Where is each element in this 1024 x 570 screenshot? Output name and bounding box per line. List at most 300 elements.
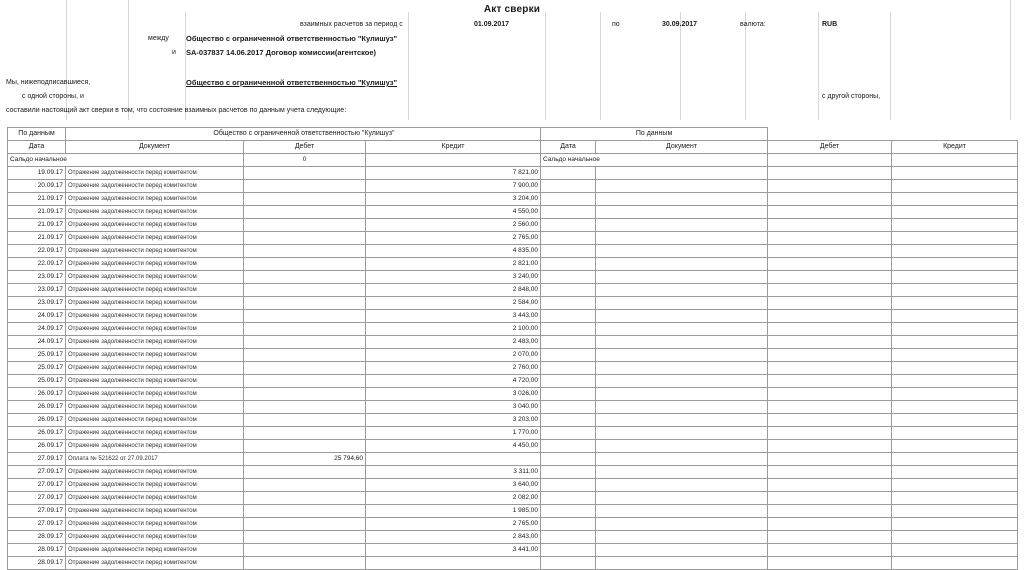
cell-debit bbox=[244, 323, 366, 336]
cell-credit: 4 720,00 bbox=[366, 375, 541, 388]
cell-document: Отражение задолженности перед комитентом bbox=[66, 440, 244, 453]
cell-date-right bbox=[541, 323, 596, 336]
cell-credit-right bbox=[892, 557, 1018, 570]
cell-debit bbox=[244, 388, 366, 401]
cell-document: Отражение задолженности перед комитентом bbox=[66, 206, 244, 219]
cell-document: Отражение задолженности перед комитентом bbox=[66, 388, 244, 401]
band-left-party: Общество с ограниченной ответственностью "Кулишуз" bbox=[66, 128, 541, 141]
cell-debit-right bbox=[768, 518, 892, 531]
table-row[interactable] bbox=[8, 544, 1018, 557]
cell-debit bbox=[244, 375, 366, 388]
opening-debit-right bbox=[768, 154, 892, 167]
table-row[interactable] bbox=[8, 557, 1018, 570]
table-row[interactable] bbox=[8, 219, 1018, 232]
cell-date-right bbox=[541, 479, 596, 492]
cell-credit: 4 450,00 bbox=[366, 440, 541, 453]
cell-credit: 3 203,00 bbox=[366, 414, 541, 427]
table-row[interactable] bbox=[8, 258, 1018, 271]
cell-document: Отражение задолженности перед комитентом bbox=[66, 479, 244, 492]
cell-debit-right bbox=[768, 258, 892, 271]
undersigned-label: Мы, нижеподписавшиеся, bbox=[6, 79, 91, 86]
cell-date: 24.09.17 bbox=[8, 310, 66, 323]
cell-document-right bbox=[596, 297, 768, 310]
cell-credit: 3 311,00 bbox=[366, 466, 541, 479]
cell-date: 23.09.17 bbox=[8, 284, 66, 297]
cell-date: 19.09.17 bbox=[8, 167, 66, 180]
cell-document: Отражение задолженности перед комитентом bbox=[66, 401, 244, 414]
cell-date-right bbox=[541, 492, 596, 505]
cell-date-right bbox=[541, 193, 596, 206]
cell-date: 22.09.17 bbox=[8, 258, 66, 271]
cell-credit: 3 240,00 bbox=[366, 271, 541, 284]
cell-credit bbox=[366, 453, 541, 466]
cell-credit: 3 640,00 bbox=[366, 479, 541, 492]
cell-date: 26.09.17 bbox=[8, 414, 66, 427]
period-to-label: по bbox=[612, 21, 620, 28]
cell-document: Отражение задолженности перед комитентом bbox=[66, 531, 244, 544]
col-right-credit: Кредит bbox=[892, 141, 1018, 154]
cell-date: 25.09.17 bbox=[8, 349, 66, 362]
cell-document-right bbox=[596, 375, 768, 388]
statement-label: составили настоящий акт сверки в том, что состояние взаимных расчетов по данным учета следующие: bbox=[6, 107, 347, 114]
opening-balance-row bbox=[8, 154, 1018, 167]
cell-debit bbox=[244, 505, 366, 518]
table-row[interactable] bbox=[8, 232, 1018, 245]
cell-credit: 2 821,00 bbox=[366, 258, 541, 271]
cell-debit bbox=[244, 297, 366, 310]
cell-credit-right bbox=[892, 167, 1018, 180]
cell-debit-right bbox=[768, 206, 892, 219]
cell-credit-right bbox=[892, 310, 1018, 323]
cell-date: 26.09.17 bbox=[8, 427, 66, 440]
cell-document: Отражение задолженности перед комитентом bbox=[66, 466, 244, 479]
cell-document: Отражение задолженности перед комитентом bbox=[66, 557, 244, 570]
cell-document: Отражение задолженности перед комитентом bbox=[66, 323, 244, 336]
cell-date-right bbox=[541, 206, 596, 219]
cell-debit bbox=[244, 206, 366, 219]
table-column-header bbox=[8, 141, 1018, 154]
cell-credit: 4 835,00 bbox=[366, 245, 541, 258]
cell-debit bbox=[244, 310, 366, 323]
cell-debit-right bbox=[768, 479, 892, 492]
cell-debit bbox=[244, 284, 366, 297]
cell-debit bbox=[244, 245, 366, 258]
cell-credit: 2 082,00 bbox=[366, 492, 541, 505]
cell-document-right bbox=[596, 479, 768, 492]
table-row[interactable] bbox=[8, 427, 1018, 440]
cell-date: 26.09.17 bbox=[8, 440, 66, 453]
col-left-credit: Кредит bbox=[366, 141, 541, 154]
cell-debit-right bbox=[768, 362, 892, 375]
cell-document: Отражение задолженности перед комитентом bbox=[66, 193, 244, 206]
cell-credit: 1 985,00 bbox=[366, 505, 541, 518]
cell-date-right bbox=[541, 349, 596, 362]
cell-debit bbox=[244, 414, 366, 427]
cell-document-right bbox=[596, 245, 768, 258]
cell-document: Отражение задолженности перед комитентом bbox=[66, 427, 244, 440]
cell-debit-right bbox=[768, 544, 892, 557]
cell-document: Отражение задолженности перед комитентом bbox=[66, 492, 244, 505]
cell-debit-right bbox=[768, 375, 892, 388]
table-row[interactable] bbox=[8, 453, 1018, 466]
cell-credit-right bbox=[892, 232, 1018, 245]
cell-debit-right bbox=[768, 531, 892, 544]
document-header bbox=[0, 0, 1024, 127]
cell-date-right bbox=[541, 167, 596, 180]
cell-date-right bbox=[541, 258, 596, 271]
cell-credit-right bbox=[892, 245, 1018, 258]
cell-date-right bbox=[541, 180, 596, 193]
cell-credit-right bbox=[892, 362, 1018, 375]
table-row[interactable] bbox=[8, 323, 1018, 336]
cell-date: 25.09.17 bbox=[8, 375, 66, 388]
cell-credit-right bbox=[892, 414, 1018, 427]
period-from-value: 01.09.2017 bbox=[474, 21, 510, 28]
cell-date: 21.09.17 bbox=[8, 206, 66, 219]
cell-credit: 2 560,00 bbox=[366, 219, 541, 232]
cell-debit bbox=[244, 336, 366, 349]
cell-credit-right bbox=[892, 180, 1018, 193]
cell-document-right bbox=[596, 466, 768, 479]
cell-date-right bbox=[541, 414, 596, 427]
table-row[interactable] bbox=[8, 440, 1018, 453]
table-row[interactable] bbox=[8, 167, 1018, 180]
band-spacer-credit bbox=[892, 128, 1018, 141]
table-row[interactable] bbox=[8, 349, 1018, 362]
between-party: Общество с ограниченной ответственностью "Кулишуз" bbox=[186, 34, 398, 43]
cell-debit-right bbox=[768, 323, 892, 336]
cell-date-right bbox=[541, 427, 596, 440]
cell-credit-right bbox=[892, 193, 1018, 206]
cell-date-right bbox=[541, 453, 596, 466]
cell-debit bbox=[244, 271, 366, 284]
table-body bbox=[8, 167, 1018, 570]
table-row[interactable] bbox=[8, 271, 1018, 284]
cell-document: Отражение задолженности перед комитентом bbox=[66, 271, 244, 284]
col-right-document: Документ bbox=[596, 141, 768, 154]
table-row[interactable] bbox=[8, 518, 1018, 531]
cell-credit: 7 821,00 bbox=[366, 167, 541, 180]
opening-label-right: Сальдо начальное bbox=[541, 154, 768, 167]
cell-document: Отражение задолженности перед комитентом bbox=[66, 375, 244, 388]
cell-date: 22.09.17 bbox=[8, 245, 66, 258]
cell-credit-right bbox=[892, 453, 1018, 466]
cell-document-right bbox=[596, 557, 768, 570]
cell-debit bbox=[244, 492, 366, 505]
cell-document-right bbox=[596, 453, 768, 466]
cell-debit bbox=[244, 479, 366, 492]
cell-debit bbox=[244, 557, 366, 570]
cell-date: 28.09.17 bbox=[8, 544, 66, 557]
cell-document-right bbox=[596, 336, 768, 349]
cell-debit bbox=[244, 193, 366, 206]
cell-document: Отражение задолженности перед комитентом bbox=[66, 349, 244, 362]
cell-debit-right bbox=[768, 271, 892, 284]
cell-date-right bbox=[541, 245, 596, 258]
undersigned-party: Общество с ограниченной ответственностью "Кулишуз" bbox=[186, 78, 398, 87]
cell-document-right bbox=[596, 180, 768, 193]
cell-document: Отражение задолженности перед комитентом bbox=[66, 336, 244, 349]
cell-credit-right bbox=[892, 466, 1018, 479]
table-row[interactable] bbox=[8, 466, 1018, 479]
cell-credit: 3 040,00 bbox=[366, 401, 541, 414]
cell-document-right bbox=[596, 414, 768, 427]
cell-document-right bbox=[596, 362, 768, 375]
cell-credit-right bbox=[892, 492, 1018, 505]
cell-credit-right bbox=[892, 544, 1018, 557]
cell-date-right bbox=[541, 336, 596, 349]
cell-document: Отражение задолженности перед комитентом bbox=[66, 518, 244, 531]
cell-debit-right bbox=[768, 193, 892, 206]
cell-document-right bbox=[596, 492, 768, 505]
cell-document-right bbox=[596, 232, 768, 245]
cell-document: Отражение задолженности перед комитентом bbox=[66, 414, 244, 427]
cell-date-right bbox=[541, 505, 596, 518]
cell-document-right bbox=[596, 219, 768, 232]
cell-debit bbox=[244, 440, 366, 453]
cell-date: 23.09.17 bbox=[8, 297, 66, 310]
other-side-label: с другой стороны, bbox=[822, 93, 881, 100]
cell-document: Отражение задолженности перед комитентом bbox=[66, 167, 244, 180]
table-row[interactable] bbox=[8, 180, 1018, 193]
cell-document-right bbox=[596, 349, 768, 362]
table-row[interactable] bbox=[8, 401, 1018, 414]
cell-document: Отражение задолженности перед комитентом bbox=[66, 310, 244, 323]
col-right-date: Дата bbox=[541, 141, 596, 154]
cell-credit: 2 765,00 bbox=[366, 232, 541, 245]
cell-date-right bbox=[541, 544, 596, 557]
cell-debit-right bbox=[768, 180, 892, 193]
cell-debit-right bbox=[768, 219, 892, 232]
and-label: и bbox=[172, 49, 176, 56]
table-row[interactable] bbox=[8, 414, 1018, 427]
table-band-row bbox=[8, 128, 1018, 141]
cell-date-right bbox=[541, 388, 596, 401]
cell-date-right bbox=[541, 518, 596, 531]
cell-date: 27.09.17 bbox=[8, 466, 66, 479]
cell-date: 27.09.17 bbox=[8, 453, 66, 466]
table-row[interactable] bbox=[8, 492, 1018, 505]
cell-credit: 2 765,00 bbox=[366, 518, 541, 531]
table-row[interactable] bbox=[8, 388, 1018, 401]
table-row[interactable] bbox=[8, 531, 1018, 544]
cell-credit-right bbox=[892, 206, 1018, 219]
cell-debit bbox=[244, 232, 366, 245]
cell-date: 21.09.17 bbox=[8, 193, 66, 206]
page-title: Акт сверки bbox=[483, 4, 541, 15]
cell-debit-right bbox=[768, 245, 892, 258]
cell-document-right bbox=[596, 284, 768, 297]
cell-credit-right bbox=[892, 297, 1018, 310]
cell-document: Отражение задолженности перед комитентом bbox=[66, 505, 244, 518]
period-label: взаимных расчетов за период с bbox=[300, 21, 403, 28]
between-label: между bbox=[148, 35, 169, 42]
cell-debit bbox=[244, 180, 366, 193]
cell-credit: 7 900,00 bbox=[366, 180, 541, 193]
cell-date: 26.09.17 bbox=[8, 388, 66, 401]
cell-debit-right bbox=[768, 453, 892, 466]
cell-date: 28.09.17 bbox=[8, 557, 66, 570]
cell-date: 21.09.17 bbox=[8, 232, 66, 245]
table-row[interactable] bbox=[8, 375, 1018, 388]
cell-debit-right bbox=[768, 388, 892, 401]
table-row[interactable] bbox=[8, 284, 1018, 297]
table-row[interactable] bbox=[8, 297, 1018, 310]
cell-debit bbox=[244, 427, 366, 440]
cell-document-right bbox=[596, 505, 768, 518]
cell-document: Отражение задолженности перед комитентом bbox=[66, 219, 244, 232]
cell-credit-right bbox=[892, 479, 1018, 492]
cell-credit-right bbox=[892, 336, 1018, 349]
cell-document-right bbox=[596, 310, 768, 323]
cell-document-right bbox=[596, 193, 768, 206]
cell-date-right bbox=[541, 557, 596, 570]
table-row[interactable] bbox=[8, 206, 1018, 219]
cell-debit-right bbox=[768, 466, 892, 479]
opening-label-left: Сальдо начальное bbox=[8, 154, 244, 167]
cell-document-right bbox=[596, 531, 768, 544]
table-row[interactable] bbox=[8, 505, 1018, 518]
cell-document: Отражение задолженности перед комитентом bbox=[66, 362, 244, 375]
cell-document-right bbox=[596, 427, 768, 440]
cell-document: Отражение задолженности перед комитентом bbox=[66, 232, 244, 245]
cell-document: Отражение задолженности перед комитентом bbox=[66, 284, 244, 297]
cell-credit-right bbox=[892, 323, 1018, 336]
cell-document-right bbox=[596, 440, 768, 453]
cell-date: 25.09.17 bbox=[8, 362, 66, 375]
cell-date: 28.09.17 bbox=[8, 531, 66, 544]
cell-document-right bbox=[596, 271, 768, 284]
cell-date: 24.09.17 bbox=[8, 336, 66, 349]
reconciliation-table bbox=[7, 127, 1018, 570]
cell-credit bbox=[366, 557, 541, 570]
cell-credit-right bbox=[892, 388, 1018, 401]
cell-credit: 2 843,00 bbox=[366, 531, 541, 544]
cell-date-right bbox=[541, 271, 596, 284]
cell-date-right bbox=[541, 440, 596, 453]
col-left-date: Дата bbox=[8, 141, 66, 154]
cell-credit: 2 100,00 bbox=[366, 323, 541, 336]
cell-debit bbox=[244, 531, 366, 544]
cell-debit-right bbox=[768, 401, 892, 414]
cell-debit-right bbox=[768, 492, 892, 505]
cell-debit-right bbox=[768, 557, 892, 570]
opening-credit-left bbox=[366, 154, 541, 167]
cell-document-right bbox=[596, 167, 768, 180]
cell-document-right bbox=[596, 258, 768, 271]
cell-document: Оплата № 521622 от 27.09.2017 bbox=[66, 453, 244, 466]
col-left-document: Документ bbox=[66, 141, 244, 154]
cell-debit-right bbox=[768, 336, 892, 349]
opening-debit-left: 0 bbox=[244, 154, 366, 167]
one-side-label: с одной стороны, и bbox=[22, 93, 84, 100]
cell-date-right bbox=[541, 284, 596, 297]
cell-credit-right bbox=[892, 427, 1018, 440]
cell-credit: 2 070,00 bbox=[366, 349, 541, 362]
cell-debit bbox=[244, 401, 366, 414]
cell-date-right bbox=[541, 466, 596, 479]
cell-date: 27.09.17 bbox=[8, 492, 66, 505]
cell-date-right bbox=[541, 401, 596, 414]
cell-document-right bbox=[596, 323, 768, 336]
cell-date-right bbox=[541, 375, 596, 388]
cell-debit-right bbox=[768, 167, 892, 180]
opening-credit-right bbox=[892, 154, 1018, 167]
cell-credit: 1 770,00 bbox=[366, 427, 541, 440]
cell-credit: 2 848,00 bbox=[366, 284, 541, 297]
cell-debit-right bbox=[768, 232, 892, 245]
cell-date: 26.09.17 bbox=[8, 401, 66, 414]
cell-debit: 25 794,60 bbox=[244, 453, 366, 466]
cell-document-right bbox=[596, 388, 768, 401]
cell-date-right bbox=[541, 531, 596, 544]
table-row[interactable] bbox=[8, 362, 1018, 375]
cell-debit bbox=[244, 219, 366, 232]
cell-document-right bbox=[596, 544, 768, 557]
cell-debit bbox=[244, 518, 366, 531]
table-row[interactable] bbox=[8, 336, 1018, 349]
cell-debit-right bbox=[768, 310, 892, 323]
table-row[interactable] bbox=[8, 193, 1018, 206]
band-spacer-debit bbox=[768, 128, 892, 141]
cell-credit: 2 483,00 bbox=[366, 336, 541, 349]
table-row[interactable] bbox=[8, 479, 1018, 492]
cell-credit-right bbox=[892, 375, 1018, 388]
cell-date-right bbox=[541, 219, 596, 232]
cell-credit: 3 204,00 bbox=[366, 193, 541, 206]
band-left-label: По данным bbox=[8, 128, 66, 141]
currency-label: валюта: bbox=[740, 21, 766, 28]
cell-document: Отражение задолженности перед комитентом bbox=[66, 245, 244, 258]
band-right-label: По данным bbox=[541, 128, 768, 141]
cell-credit-right bbox=[892, 531, 1018, 544]
cell-date: 27.09.17 bbox=[8, 479, 66, 492]
cell-document: Отражение задолженности перед комитентом bbox=[66, 180, 244, 193]
cell-credit-right bbox=[892, 284, 1018, 297]
cell-credit-right bbox=[892, 258, 1018, 271]
cell-date: 27.09.17 bbox=[8, 518, 66, 531]
cell-document: Отражение задолженности перед комитентом bbox=[66, 297, 244, 310]
cell-credit-right bbox=[892, 440, 1018, 453]
cell-document-right bbox=[596, 206, 768, 219]
cell-document-right bbox=[596, 518, 768, 531]
cell-debit bbox=[244, 349, 366, 362]
cell-debit-right bbox=[768, 349, 892, 362]
cell-document: Отражение задолженности перед комитентом bbox=[66, 544, 244, 557]
cell-debit bbox=[244, 167, 366, 180]
cell-credit: 3 441,00 bbox=[366, 544, 541, 557]
col-right-debit: Дебет bbox=[768, 141, 892, 154]
cell-credit-right bbox=[892, 518, 1018, 531]
cell-date-right bbox=[541, 297, 596, 310]
cell-debit-right bbox=[768, 284, 892, 297]
cell-document: Отражение задолженности перед комитентом bbox=[66, 258, 244, 271]
cell-document-right bbox=[596, 401, 768, 414]
cell-debit-right bbox=[768, 440, 892, 453]
col-left-debit: Дебет bbox=[244, 141, 366, 154]
cell-credit-right bbox=[892, 401, 1018, 414]
cell-date: 24.09.17 bbox=[8, 323, 66, 336]
cell-debit bbox=[244, 258, 366, 271]
table-row[interactable] bbox=[8, 245, 1018, 258]
cell-date: 27.09.17 bbox=[8, 505, 66, 518]
cell-debit-right bbox=[768, 427, 892, 440]
cell-credit-right bbox=[892, 219, 1018, 232]
cell-credit-right bbox=[892, 349, 1018, 362]
and-party: SA-037837 14.06.2017 Договор комиссии(агентское) bbox=[186, 48, 377, 57]
table-row[interactable] bbox=[8, 310, 1018, 323]
cell-debit bbox=[244, 362, 366, 375]
